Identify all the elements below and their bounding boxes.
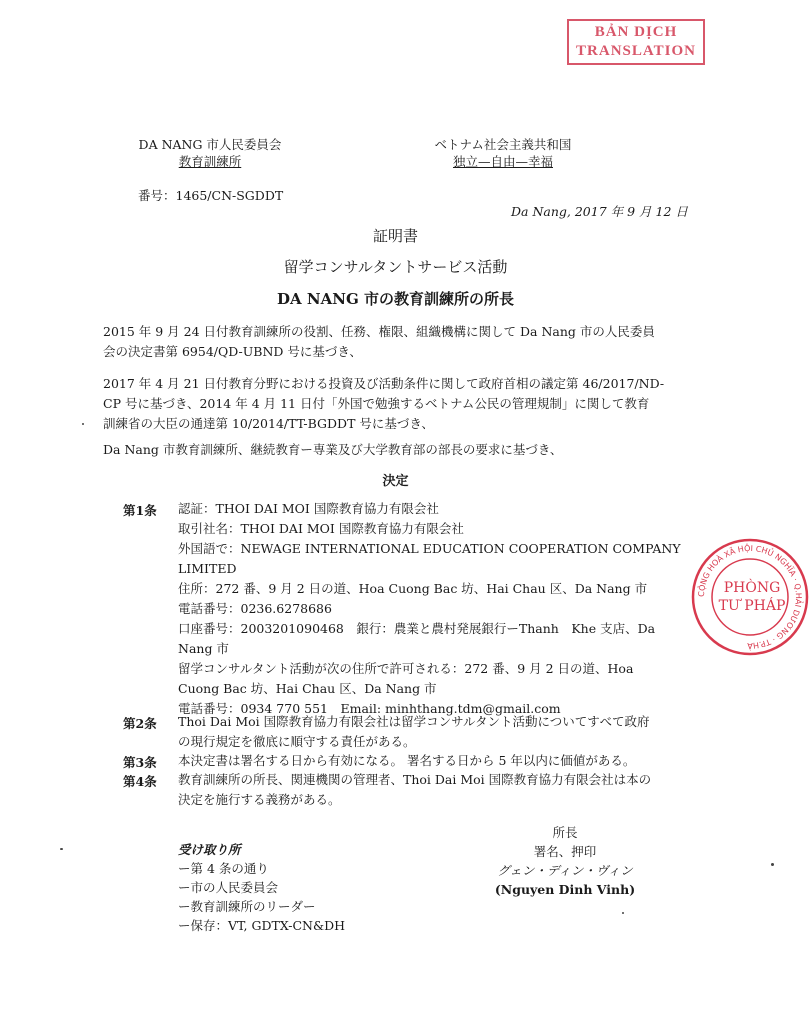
- article-2-body: [178, 712, 688, 752]
- text-line: 2015 年 9 月 24 日付教育訓練所の役割、任務、権限、組織機構に関して Da Nang 市の人民委員: [103, 324, 655, 339]
- text-line: 取引社名：THOI DAI MOI 国際教育協力有限会社: [178, 521, 464, 536]
- text-line: 訓練省の大臣の通達第 10/2014/TT-BGDDT 号に基づき、: [103, 416, 434, 431]
- seal-center-line-2: TƯ PHÁP: [718, 598, 786, 614]
- text-line: 口座番号：2003201090468 銀行：農業と農村発展銀行ーThanh Khe 支店、Da: [178, 621, 656, 636]
- signer-name-vi: (Nguyen Dinh Vinh): [494, 882, 636, 897]
- stamp-line-2: TRANSLATION: [576, 43, 696, 59]
- official-seal: [690, 537, 810, 657]
- text-line: 決定を施行する義務がある。: [178, 792, 341, 807]
- issuer-line-2: 教育訓練所: [178, 154, 242, 169]
- article-1-body: [178, 499, 688, 719]
- seal-center-line-1: PHÒNG: [723, 580, 781, 596]
- text-line: LIMITED: [178, 561, 237, 576]
- country-name: ベトナム社会主義共和国: [434, 137, 572, 152]
- text-line: の現行規定を徹底に順守する責任がある。: [178, 734, 416, 749]
- article-4-body: [178, 770, 688, 810]
- text-line: Da Nang 市教育訓練所、継続教育ー専業及び大学教育部の部長の要求に基づき、: [103, 442, 563, 457]
- signature-note: 署名、押印: [533, 844, 597, 859]
- text-line: Nang 市: [178, 641, 229, 656]
- document-subtitle: 留学コンサルタントサービス活動: [283, 258, 508, 276]
- document-number: 番号：1465/CN-SGDDT: [138, 188, 284, 203]
- text-line: 外国語で：NEWAGE INTERNATIONAL EDUCATION COOPERATION COMPANY: [178, 541, 681, 556]
- text-line: Thoi Dai Moi 国際教育協力有限会社は留学コンサルタント活動についてすべて政府: [178, 714, 650, 729]
- article-3-body: [178, 751, 688, 771]
- text-line: 電話番号：0934 770 551 Email: minhthang.tdm@gmail.com: [178, 701, 561, 716]
- issuer-block: [128, 136, 292, 170]
- article-4-label: 第4条: [123, 774, 157, 789]
- article-3-label: 第3条: [123, 755, 157, 770]
- text-line: 2017 年 4 月 21 日付教育分野における投資及び活動条件に関して政府首相の議定第 46/2017/ND-: [103, 376, 665, 391]
- preamble-paragraph-1: [103, 322, 693, 362]
- article-2-label: 第2条: [123, 716, 157, 731]
- scan-speck: [771, 863, 774, 866]
- text-line: 電話番号：0236.6278686: [178, 601, 332, 616]
- recipient-item: ー第 4 条の通り: [178, 861, 269, 876]
- issuer-title: DA NANG 市の教育訓練所の所長: [277, 290, 514, 308]
- text-line: 教育訓練所の所長、関連機関の管理者、Thoi Dai Moi 国際教育協力有限会社は本の: [178, 772, 652, 787]
- text-line: 認証：THOI DAI MOI 国際教育協力有限会社: [178, 501, 439, 516]
- text-line: CP 号に基づき、2014 年 4 月 11 日付「外国で勉強するベトナム公民の管理規制」に関して教育: [103, 396, 650, 411]
- document-date: Da Nang, 2017 年 9 月 12 日: [511, 204, 688, 219]
- text-line: 住所：272 番、9 月 2 日の道、Hoa Cuong Bac 坊、Hai Chau 区、Da Nang 市: [178, 581, 648, 596]
- issuer-line-1: DA NANG 市人民委員会: [138, 137, 282, 152]
- seal-inner-ring: [712, 559, 788, 635]
- preamble-paragraph-2: [103, 374, 693, 434]
- recipients-heading: 受け取り所: [178, 842, 241, 857]
- signature-block: [470, 823, 660, 899]
- scan-speck: [60, 848, 63, 850]
- recipient-item: ー保存：VT, GDTX-CN&DH: [178, 918, 346, 933]
- recipient-item: ー市の人民委員会: [178, 880, 279, 895]
- text-line: 留学コンサルタント活動が次の住所で許可される：272 番、9 月 2 日の道、Hoa: [178, 661, 634, 676]
- signer-name-jp: グェン・ディン・ヴィン: [497, 863, 633, 878]
- stamp-line-1: BẢN DỊCH: [594, 24, 678, 40]
- preamble-paragraph-3: [103, 440, 693, 460]
- decision-heading: 決定: [382, 474, 409, 489]
- national-motto-block: [418, 136, 588, 170]
- national-motto: 独立—自由—幸福: [452, 154, 553, 169]
- signer-title: 所長: [552, 825, 578, 840]
- scan-speck: [622, 912, 624, 914]
- seal-outer-ring: [693, 540, 807, 654]
- recipient-item: ー教育訓練所のリーダー: [178, 899, 316, 914]
- document-title: 証明書: [372, 227, 418, 245]
- seal-ring-text: CỘNG HOÀ XÃ HỘI CHỦ NGHĨA · Q.HẢI DƯƠNG · TP.HÀ: [696, 543, 804, 651]
- text-line: Cuong Bac 坊、Hai Chau 区、Da Nang 市: [178, 681, 437, 696]
- scan-speck: [82, 423, 84, 425]
- recipients-block: [178, 840, 345, 935]
- article-1-label: 第1条: [123, 503, 157, 518]
- text-line: 本決定書は署名する日から有効になる。 署名する日から 5 年以内に価値がある。: [178, 753, 636, 768]
- text-line: 会の決定書第 6954/QD-UBND 号に基づき、: [103, 344, 362, 359]
- translation-stamp: [567, 19, 705, 65]
